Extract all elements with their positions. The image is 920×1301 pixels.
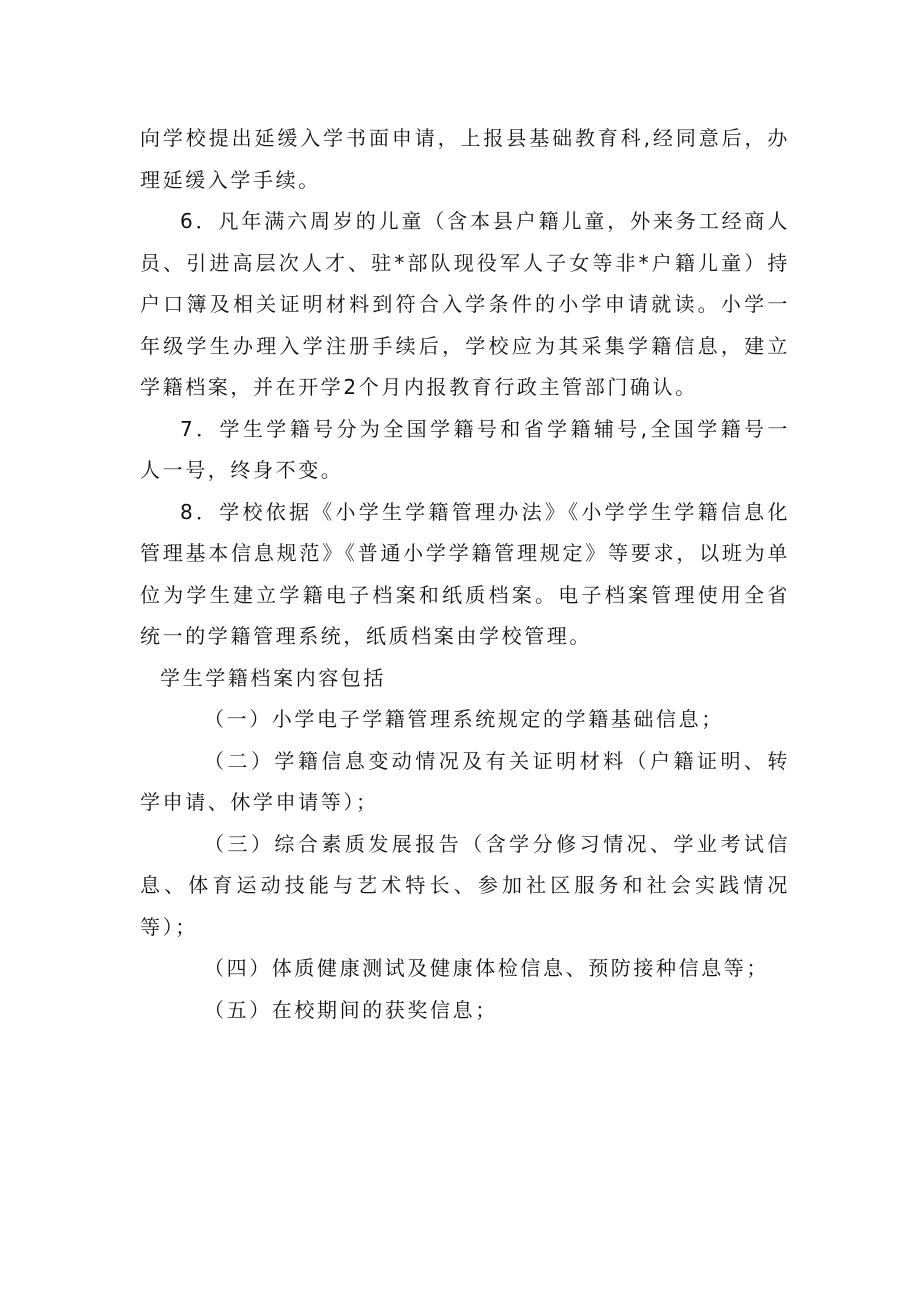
archive-item-3: （三）综合素质发展报告（含学分修习情况、学业考试信息、体育运动技能与艺术特长、参加社区服务和社会实践情况等）； <box>140 831 790 939</box>
archive-item-4: （四）体质健康测试及健康体检信息、预防接种信息等； <box>204 956 769 980</box>
archive-item-5: （五）在校期间的获奖信息； <box>204 997 498 1022</box>
paragraph-item-7: 7．学生学籍号分为全国学籍号和省学籍辅号,全国学籍号一人一号，终身不变。 <box>140 416 790 482</box>
paragraph-continuation: 向学校提出延缓入学书面申请，上报县基础教育科,经同意后，办理延缓入学手续。 <box>140 126 790 192</box>
paragraph-item-6: 6．凡年满六周岁的儿童（含本县户籍儿童，外来务工经商人员、引进高层次人才、驻*部队现役军人子女等非*户籍儿童）持户口簿及相关证明材料到符合入学条件的小学申请就读。小学一年级学生办理入学注册手续后，学校应为其采集学籍信息，建立学籍档案，并在开学2个月内报教育行政主管部门确认。 <box>140 209 790 399</box>
archive-contents-heading: 学生学籍档案内容包括 <box>160 665 386 690</box>
archive-item-1: （一）小学电子学籍管理系统规定的学籍基础信息； <box>204 707 724 731</box>
paragraph-item-8: 8．学校依据《小学生学籍管理办法》《小学学生学籍信息化管理基本信息规范》《普通小学学籍管理规定》等要求，以班为单位为学生建立学籍电子档案和纸质档案。电子档案管理使用全省统一的学籍管理系统，纸质档案由学校管理。 <box>140 499 790 648</box>
archive-item-2: （二）学籍信息变动情况及有关证明材料（户籍证明、转学申请、休学申请等）； <box>140 748 790 814</box>
document-body <box>140 118 790 1031</box>
